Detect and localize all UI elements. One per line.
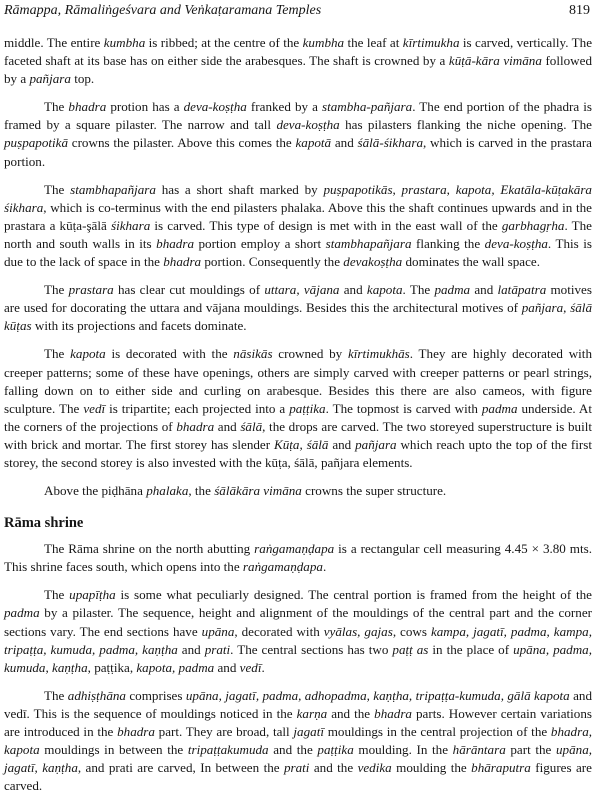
- paragraph-bhadra: The bhadra protion has a deva-koṣṭha franked by a stambha-pañjara. The end portion of the phadra is framed by a square pilaster. The narrow and tall deva-koṣṭha has pilasters flanking the niche opening. The puṣpapotikā crowns the pilaster. Above this comes the kapotā and śālā-śikhara, which is carved in the prastara portion.: [4, 99, 592, 169]
- paragraph-prastara: The prastara has clear cut mouldings of uttara, vājana and kapota. The padma and latāpatra motives are used for docorating the uttara and vājana mouldings. Besides this the architectural motives of pañjara, śālā kūṭas with its projections and facets dominate.: [4, 282, 592, 334]
- body-text: [4, 34, 592, 805]
- paragraph-pidhana: Above the piḍhāna phalaka, the śālākāra vimāna crowns the super structure.: [44, 483, 447, 499]
- paragraph-stambhapanjara: The stambhapañjara has a short shaft marked by puṣpapotikās, prastara, kapota, Ekatāla-kūṭakāra śikhara, which is co-terminus with the end pilasters phalaka. Above this the shaft continues upwards and in the prastara a kūṭa-şālā śikhara is carved. This type of design is met with in the east wall of the garbhagṛha. The north and south walls in its bhadra portion employ a short stambhapañjara flanking the deva-koṣṭha. This is due to the lack of space in the bhadra portion. Consequently the devakoṣṭha dominates the wall space.: [4, 181, 592, 270]
- page-number: 819: [569, 3, 590, 18]
- running-header: [4, 2, 590, 20]
- paragraph-adhisthana: The adhiṣṭhāna comprises upāna, jagatī, padma, adhopadma, kaṇṭha, tripaṭṭa-kumuda, gālā kapota and vedī. This is the sequence of mouldings noticed in the karṇa and the bhadra parts. However certain variations are introduced in the bhadra part. They are broad, tall jagatī mouldings in the central projection of the bhadra, kapota mouldings in between the tripaṭṭakumuda and the paṭṭika moulding. In the hārāntara part the upāna, jagatī, kaṇṭha, and prati are carved, In between the prati and the vedika moulding the bhāraputra figures are carved.: [4, 687, 593, 794]
- paragraph-rama-shrine: The Rāma shrine on the north abutting raṅgamaṇḍapa is a rectangular cell measuring 4.45 × 3.80 mts. This shrine faces south, which opens into the raṅgamaṇḍapa.: [4, 541, 592, 575]
- section-heading-rama-shrine: Rāma shrine: [4, 515, 84, 532]
- paragraph-continuation: middle. The entire kumbha is ribbed; at the centre of the kumbha the leaf at kīrtimukha is carved, vertically. The faceted shaft at its base has on either side the arabesques. The shaft is crowned by a kūṭā-kāra vimāna followed by a pañjara top.: [4, 35, 593, 87]
- paragraph-kapota: The kapota is decorated with the nāsikās crowned by kīrtimukhās. They are highly decorated with creeper patterns; some of these have openings, others are simply carved with creeper patterns or pearl strings, falling down on to either side and curling on arabesque. Besides this there are also cameos, with figure sculpture. The vedī is tripartite; each projected into a paṭṭika. The topmost is carved with padma underside. At the corners of the projections of bhadra and śālā, the drops are carved. The two storeyed superstructure is built with brick and mortar. The first storey has slender Kūṭa, śālā and pañjara which reach upto the top of the first storey, the second storey is also invested with the kūṭa, śālā, pañjara elements.: [4, 346, 593, 470]
- running-title: Rāmappa, Rāmaliṅgeśvara and Veṅkaṭaramana Temples: [4, 3, 322, 18]
- paragraph-upapitha: The upapīṭha is some what peculiarly designed. The central portion is framed from the height of the padma by a pilaster. The sequence, height and alignment of the mouldings of the central part and the corner sections vary. The end sections have upāna, decorated with vyālas, gajas, cows kampa, jagatī, padma, kampa, tripaṭṭa, kumuda, padma, kaṇṭha and prati. The central sections has two paṭṭ as in the place of upāna, padma, kumuda, kaṇṭha, paṭṭika, kapota, padma and vedī.: [4, 587, 592, 675]
